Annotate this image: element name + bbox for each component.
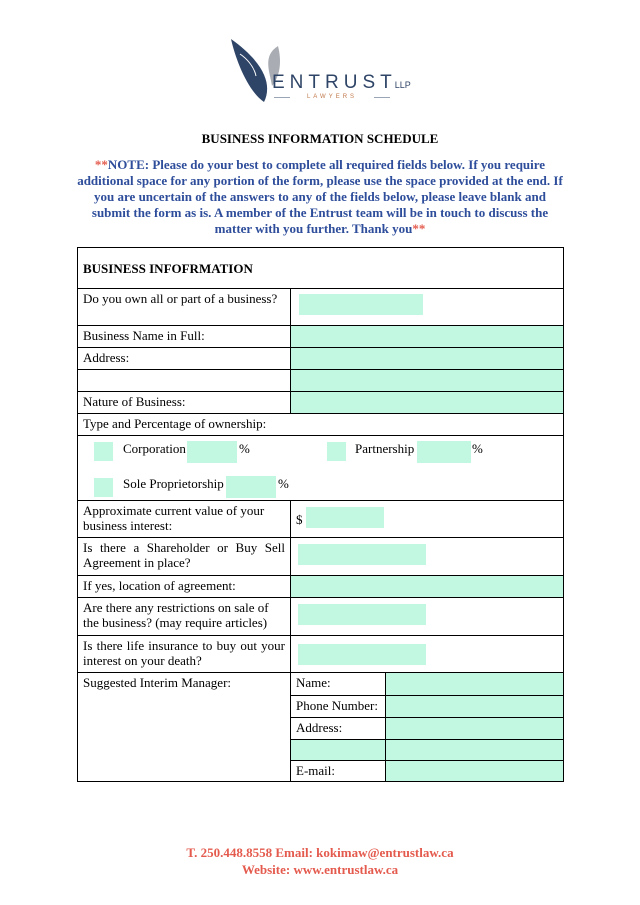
sole-prop-checkbox[interactable] xyxy=(94,478,113,497)
restrictions-field[interactable] xyxy=(298,604,426,625)
corporation-label: Corporation xyxy=(123,441,186,456)
location-label: If yes, location of agreement: xyxy=(78,576,291,598)
logo-wordmark: ENTRUSTLLP xyxy=(272,72,411,93)
ownership-type-label: Type and Percentage of ownership: xyxy=(78,414,564,436)
ownership-options xyxy=(78,436,564,501)
partnership-percent-field[interactable] xyxy=(417,441,471,463)
manager-email-field[interactable] xyxy=(385,760,563,781)
insurance-label: Is there life insurance to buy out your interest on your death? xyxy=(78,636,291,673)
insurance-cell xyxy=(291,636,564,673)
note-text: NOTE: Please do your best to complete all required fields below. If you require additional space for any portion of the form, please use the space provided at the end. If you are uncertain of the answers to any of the fields below, please leave blank and submit the form as is. A member of the Entrust team will be in touch to discuss the matter with you further. Thank you xyxy=(77,157,563,236)
own-business-label: Do you own all or part of a business? xyxy=(78,289,291,326)
footer-contact xyxy=(0,844,640,878)
own-business-field[interactable] xyxy=(299,294,423,315)
shareholder-label: Is there a Shareholder or Buy Sell Agreement in place? xyxy=(78,538,291,576)
logo-subtitle: LAWYERS xyxy=(306,94,358,100)
own-business-cell xyxy=(291,289,564,326)
interim-manager-subtable xyxy=(291,673,563,781)
current-value-field[interactable] xyxy=(306,507,384,528)
corporation-checkbox[interactable] xyxy=(94,442,113,461)
manager-name-field[interactable] xyxy=(385,673,563,695)
shareholder-cell xyxy=(291,538,564,576)
business-name-label: Business Name in Full: xyxy=(78,326,291,348)
corporation-percent-field[interactable] xyxy=(187,441,237,463)
sole-prop-percent-sign: % xyxy=(278,476,289,491)
footer-phone-email: T. 250.448.8558 Email: kokimaw@entrustlaw.ca xyxy=(186,845,454,860)
manager-phone-field[interactable] xyxy=(385,695,563,717)
manager-name-label: Name: xyxy=(291,673,385,695)
address-field-1[interactable] xyxy=(291,348,564,370)
instruction-note xyxy=(76,157,564,237)
logo-divider-right xyxy=(374,97,390,98)
business-info-form xyxy=(77,247,564,782)
sole-prop-percent-field[interactable] xyxy=(226,476,276,498)
nature-label: Nature of Business: xyxy=(78,392,291,414)
shareholder-field[interactable] xyxy=(298,544,426,565)
note-suffix: ** xyxy=(412,221,426,236)
manager-address-label: Address: xyxy=(291,717,385,739)
manager-address-field-2a[interactable] xyxy=(291,739,385,760)
interim-manager-label: Suggested Interim Manager: xyxy=(78,673,291,782)
page-title: BUSINESS INFORMATION SCHEDULE xyxy=(201,131,439,146)
restrictions-label: Are there any restrictions on sale of the business? (may require articles) xyxy=(78,598,291,636)
partnership-label: Partnership xyxy=(355,441,415,456)
interim-manager-cell xyxy=(291,673,564,782)
sole-prop-label: Sole Proprietorship xyxy=(123,476,224,491)
partnership-checkbox[interactable] xyxy=(327,442,346,461)
manager-address-field-2b[interactable] xyxy=(385,739,563,760)
corporation-percent-sign: % xyxy=(239,441,250,456)
current-value-label: Approximate current value of your business interest: xyxy=(78,501,291,538)
insurance-field[interactable] xyxy=(298,644,426,665)
location-field[interactable] xyxy=(291,576,564,598)
business-name-field[interactable] xyxy=(291,326,564,348)
note-prefix: ** xyxy=(94,157,108,172)
manager-address-field-1[interactable] xyxy=(385,717,563,739)
partnership-percent-sign: % xyxy=(472,441,483,456)
footer-website: Website: www.entrustlaw.ca xyxy=(241,862,399,877)
restrictions-cell xyxy=(291,598,564,636)
current-value-cell xyxy=(291,501,564,538)
address-field-2[interactable] xyxy=(291,370,564,392)
address-label: Address: xyxy=(78,348,291,370)
nature-field[interactable] xyxy=(291,392,564,414)
section-heading: BUSINESS INFOFRMATION xyxy=(78,248,564,289)
dollar-sign: $ xyxy=(296,512,303,527)
manager-email-label: E-mail: xyxy=(291,760,385,781)
manager-phone-label: Phone Number: xyxy=(291,695,385,717)
address-label-blank xyxy=(78,370,291,392)
